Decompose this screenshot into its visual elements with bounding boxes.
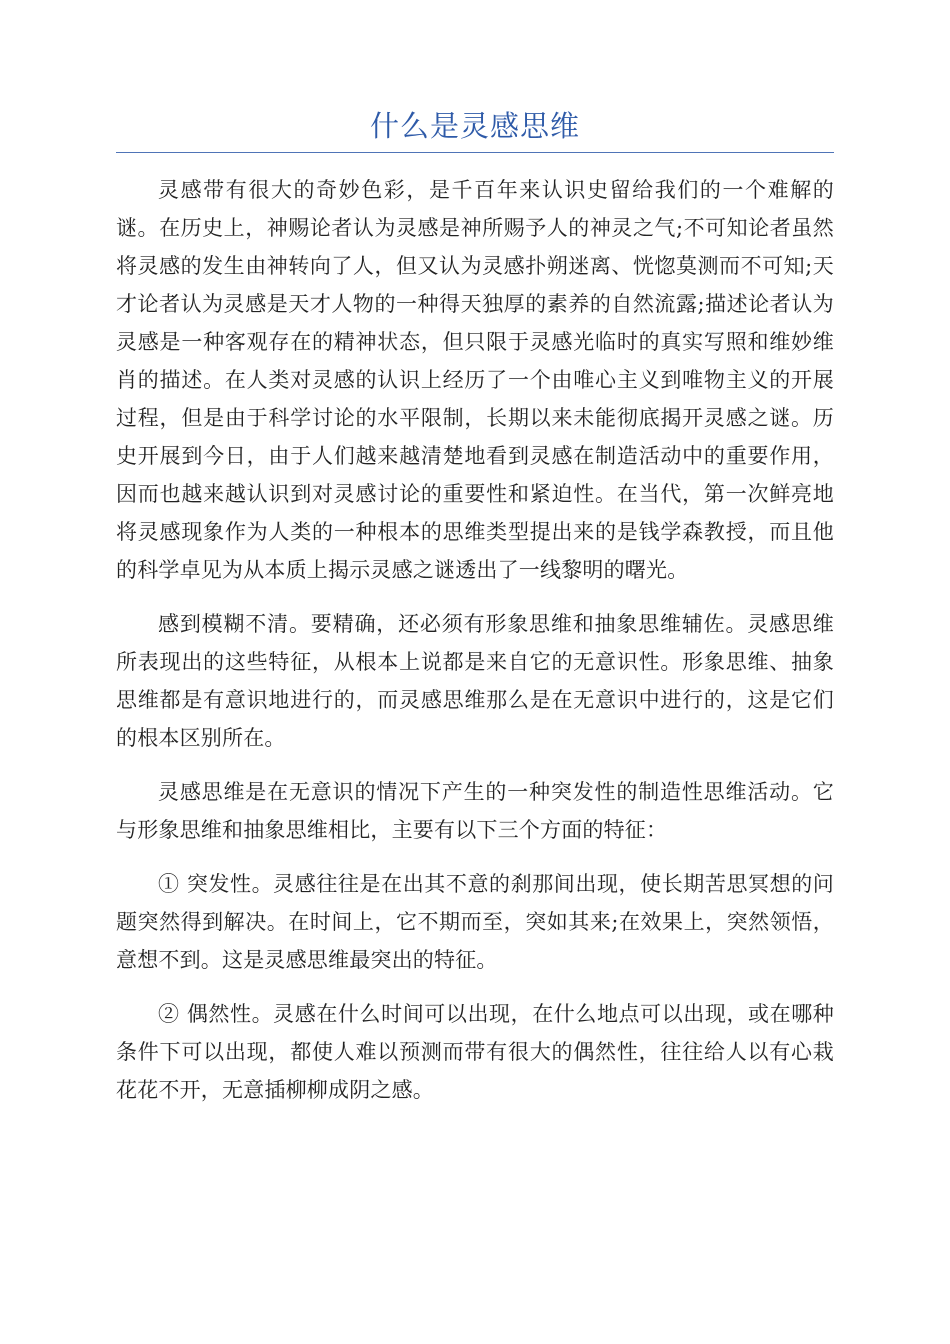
page-title: 什么是灵感思维: [369, 109, 580, 143]
document-page: [116, 106, 834, 1125]
paragraph-3: 灵感思维是在无意识的情况下产生的一种突发性的制造性思维活动。它与形象思维和抽象思维相比，主要有以下三个方面的特征：: [116, 780, 834, 842]
paragraph-2: 感到模糊不清。要精确，还必须有形象思维和抽象思维辅佐。灵感思维所表现出的这些特征，从根本上说都是来自它的无意识性。形象思维、抽象思维都是有意识地进行的，而灵感思维那么是在无意识中进行的，这是它们的根本区别所在。: [116, 612, 834, 750]
title-underline: [116, 152, 834, 153]
paragraph-4: ① 突发性。灵感往往是在出其不意的刹那间出现，使长期苦思冥想的问题突然得到解决。在时间上，它不期而至，突如其来;在效果上，突然领悟，意想不到。这是灵感思维最突出的特征。: [116, 872, 834, 972]
paragraph-5: ② 偶然性。灵感在什么时间可以出现，在什么地点可以出现，或在哪种条件下可以出现，都使人难以预测而带有很大的偶然性，往往给人以有心栽花花不开，无意插柳柳成阴之感。: [116, 1002, 834, 1102]
paragraph-1: 灵感带有很大的奇妙色彩，是千百年来认识史留给我们的一个难解的谜。在历史上，神赐论者认为灵感是神所赐予人的神灵之气;不可知论者虽然将灵感的发生由神转向了人，但又认为灵感扑朔迷离、恍惚莫测而不可知;天才论者认为灵感是天才人物的一种得天独厚的素养的自然流露;描述论者认为灵感是一种客观存在的精神状态，但只限于灵感光临时的真实写照和维妙维肖的描述。在人类对灵感的认识上经历了一个由唯心主义到唯物主义的开展过程，但是由于科学讨论的水平限制，长期以来未能彻底揭开灵感之谜。历史开展到今日，由于人们越来越清楚地看到灵感在制造活动中的重要作用，因而也越来越认识到对灵感讨论的重要性和紧迫性。在当代，第一次鲜亮地将灵感现象作为人类的一种根本的思维类型提出来的是钱学森教授，而且他的科学卓见为从本质上揭示灵感之谜透出了一线黎明的曙光。: [116, 178, 834, 582]
